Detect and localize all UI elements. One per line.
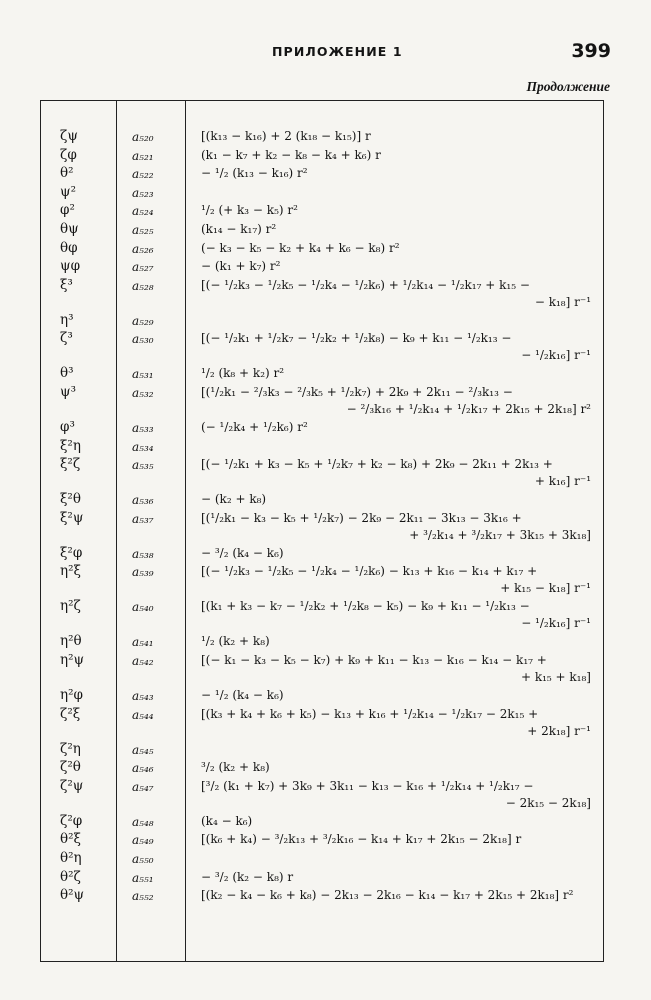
term-cell: ζ²φ — [60, 812, 83, 829]
term-cell: ζφ — [60, 146, 77, 163]
term-cell: θ²η — [60, 850, 82, 866]
term-cell: ζ³ — [60, 330, 73, 347]
expression-cell — [201, 831, 601, 848]
expression-continuation-line: + ³/₂k₁₄ + ³/₂k₁₇ + 3k₁₅ + 3k₁₈] — [409, 527, 591, 542]
coefficient-cell: a₅₄₅ — [132, 742, 154, 757]
coefficient-cell: a₅₃₉ — [132, 565, 154, 580]
term-cell: η²ζ — [60, 598, 81, 615]
expression-line — [201, 438, 601, 455]
expression-cell — [201, 510, 601, 544]
coefficient-cell: a₅₃₆ — [132, 493, 154, 508]
expression-line: − ¹/₂ (k₄ − k₆) — [201, 688, 284, 702]
expression-cell — [201, 759, 601, 776]
expression-continuation-line: + k₁₅ + k₁₈] — [520, 670, 591, 684]
expression-cell — [201, 491, 601, 508]
coefficient-cell: a₅₂₅ — [132, 223, 154, 237]
expression-line: [(− ¹/₂k₁ + ¹/₂k₇ − ¹/₂k₂ + ¹/₂k₈) − k₉ + k₁₁ − ¹/₂k₁₃ − — [201, 331, 512, 346]
term-cell: ζ²η — [60, 740, 81, 757]
column-divider — [116, 101, 117, 961]
coefficient-cell: a₅₃₄ — [132, 439, 154, 454]
coefficient-cell: a₅₃₅ — [132, 458, 154, 473]
expression-cell — [201, 419, 601, 436]
expression-line: (− k₃ − k₅ − k₂ + k₄ + k₆ − k₈) r² — [201, 240, 400, 255]
coefficient-cell: a₅₃₈ — [132, 546, 154, 561]
coefficient-cell: a₅₄₂ — [132, 654, 154, 668]
coefficient-cell: a₅₄₀ — [132, 600, 154, 615]
expression-continuation-line: + k₁₅ − k₁₈] r⁻¹ — [500, 581, 591, 596]
expression-cell — [201, 706, 601, 740]
term-cell: ζ²ψ — [60, 777, 84, 794]
coefficient-cell: a₅₂₄ — [132, 204, 154, 219]
coefficient-cell: a₅₅₂ — [132, 889, 154, 904]
column-divider — [185, 101, 186, 961]
expression-line: ¹/₂ (k₈ + k₂) r² — [201, 366, 285, 381]
expression-cell — [201, 633, 601, 650]
term-cell: θ²ψ — [60, 887, 85, 904]
term-cell: ξ²ψ — [60, 509, 84, 526]
term-cell: ζ²θ — [60, 759, 81, 776]
term-cell: ψ³ — [60, 384, 76, 400]
expression-cell — [201, 741, 601, 758]
page-header — [272, 40, 611, 66]
expression-cell — [201, 365, 601, 382]
term-cell: ζ²ξ — [60, 705, 81, 722]
term-cell: ξ²η — [60, 437, 81, 454]
expression-cell — [201, 687, 601, 704]
term-cell: θ³ — [60, 365, 74, 382]
expression-cell — [201, 887, 601, 904]
expression-cell — [201, 184, 601, 201]
coefficient-cell: a₅₄₁ — [132, 635, 154, 650]
expression-cell — [201, 202, 601, 219]
expression-continuation-line: − ¹/₂k₁₆] r⁻¹ — [521, 616, 591, 631]
term-cell: ξ²θ — [60, 491, 81, 508]
term-cell: η²ψ — [60, 652, 85, 668]
coefficient-cell: a₅₂₃ — [132, 185, 154, 200]
expression-cell — [201, 312, 601, 329]
expression-line: (k₁₄ − k₁₇) r² — [201, 222, 277, 236]
expression-cell — [201, 598, 601, 632]
expression-continuation-line: − k₁₈] r⁻¹ — [534, 294, 591, 309]
expression-cell — [201, 652, 601, 686]
expression-line — [201, 184, 601, 201]
expression-line: [(k₃ + k₄ + k₆ + k₅) − k₁₃ + k₁₆ + ¹/₂k₁₄ − ¹/₂k₁₇ − 2k₁₅ + — [201, 706, 539, 721]
coefficient-cell: a₅₄₆ — [132, 761, 154, 776]
term-cell: η³ — [60, 311, 74, 328]
coefficient-cell: a₅₄₇ — [132, 779, 154, 794]
expression-line: [(¹/₂k₁ − ²/₃k₃ − ²/₃k₅ + ¹/₂k₇) + 2k₉ + 2k₁₁ − ²/₃k₁₃ − — [201, 385, 513, 399]
expression-line: − (k₁ + k₇) r² — [201, 259, 281, 274]
expression-continuation-line: − 2k₁₅ − 2k₁₈] — [505, 795, 591, 810]
term-cell: θψ — [60, 221, 79, 237]
expression-line: [³/₂ (k₁ + k₇) + 3k₉ + 3k₁₁ − k₁₃ − k₁₆ + ¹/₂k₁₄ + ¹/₂k₁₇ − — [201, 778, 534, 793]
coefficient-cell: a₅₅₁ — [132, 870, 154, 885]
coefficient-cell: a₅₃₃ — [132, 421, 154, 435]
coefficient-cell: a₅₅₀ — [132, 852, 154, 866]
coefficient-cell: a₅₂₆ — [132, 241, 154, 256]
coefficient-cell: a₅₂₁ — [132, 148, 154, 163]
coefficient-cell: a₅₂₀ — [132, 130, 154, 144]
expression-line: ³/₂ (k₂ + k₈) — [201, 760, 270, 775]
term-cell: η²φ — [60, 687, 83, 703]
term-cell: η²ξ — [60, 563, 81, 580]
expression-line: ¹/₂ (+ k₃ − k₅) r² — [201, 203, 298, 218]
expression-line: − ¹/₂ (k₁₃ − k₁₆) r² — [201, 166, 308, 181]
expression-line: − (k₂ + k₈) — [201, 492, 267, 507]
expression-cell — [201, 128, 601, 145]
expression-line: − ³/₂ (k₄ − k₆) — [201, 545, 284, 560]
term-cell: θ² — [60, 165, 74, 182]
expression-line: [(k₁₃ − k₁₆) + 2 (k₁₈ − k₁₅)] r — [201, 129, 371, 143]
coefficient-cell: a₅₂₉ — [132, 313, 154, 328]
expression-cell — [201, 277, 601, 311]
coefficient-table — [40, 100, 604, 962]
coefficient-cell: a₅₃₀ — [132, 332, 154, 347]
expression-cell — [201, 221, 601, 238]
expression-cell — [201, 147, 601, 164]
expression-cell — [201, 456, 601, 490]
term-cell: φ² — [60, 202, 75, 219]
coefficient-cell: a₅₂₂ — [132, 167, 154, 182]
coefficient-cell: a₅₄₄ — [132, 707, 154, 722]
term-cell: ξ³ — [60, 276, 73, 293]
expression-line: ¹/₂ (k₂ + k₈) — [201, 634, 270, 649]
expression-continuation-line: − ¹/₂k₁₆] r⁻¹ — [521, 348, 591, 363]
expression-cell — [201, 850, 601, 867]
expression-cell — [201, 813, 601, 830]
expression-continuation-line: + k₁₆] r⁻¹ — [534, 474, 591, 489]
term-cell: θφ — [60, 239, 78, 256]
coefficient-cell: a₅₂₇ — [132, 260, 154, 275]
coefficient-cell: a₅₄₃ — [132, 689, 154, 703]
coefficient-cell: a₅₃₇ — [132, 511, 154, 526]
continued-label: Продолжение — [526, 79, 610, 94]
expression-line: [(¹/₂k₁ − k₃ − k₅ + ¹/₂k₇) − 2k₉ − 2k₁₁ − 3k₁₃ − 3k₁₆ + — [201, 510, 522, 525]
expression-line: [(− k₁ − k₃ − k₅ − k₇) + k₉ + k₁₁ − k₁₃ − k₁₆ − k₁₄ − k₁₇ + — [201, 653, 547, 667]
term-cell: ψ² — [60, 183, 76, 200]
term-cell: ξ²φ — [60, 544, 83, 561]
expression-line: [(− ¹/₂k₃ − ¹/₂k₅ − ¹/₂k₄ − ¹/₂k₆) − k₁₃ + k₁₆ − k₁₄ + k₁₇ + — [201, 564, 538, 579]
term-cell: θ²ζ — [60, 868, 81, 885]
expression-line: [(k₂ − k₄ − k₆ + k₈) − 2k₁₃ − 2k₁₆ − k₁₄ − k₁₇ + 2k₁₅ + 2k₁₈] r² — [201, 888, 574, 903]
expression-cell — [201, 869, 601, 886]
term-cell: φ³ — [60, 419, 75, 435]
expression-line — [201, 741, 601, 758]
expression-cell — [201, 258, 601, 275]
expression-line — [201, 312, 601, 329]
expression-line: (k₄ − k₆) — [201, 813, 253, 828]
expression-cell — [201, 330, 601, 364]
running-title: ПРИЛОЖЕНИЕ 1 — [272, 44, 403, 59]
expression-continuation-line: − ²/₃k₁₆ + ¹/₂k₁₄ + ¹/₂k₁₇ + 2k₁₅ + 2k₁₈] r² — [346, 402, 591, 416]
term-cell: ψφ — [60, 258, 81, 275]
term-cell: η²θ — [60, 633, 82, 650]
expression-cell — [201, 545, 601, 562]
expression-line: − ³/₂ (k₂ − k₈) r — [201, 869, 294, 884]
coefficient-cell: a₅₂₈ — [132, 278, 154, 293]
coefficient-cell: a₅₃₂ — [132, 386, 154, 400]
expression-cell — [201, 240, 601, 257]
expression-line: [(− ¹/₂k₃ − ¹/₂k₅ − ¹/₂k₄ − ¹/₂k₆) + ¹/₂k₁₄ − ¹/₂k₁₇ + k₁₅ − — [201, 277, 530, 292]
expression-cell — [201, 563, 601, 597]
expression-continuation-line: + 2k₁₈] r⁻¹ — [527, 723, 591, 738]
expression-cell — [201, 165, 601, 182]
expression-line: [(k₁ + k₃ − k₇ − ¹/₂k₂ + ¹/₂k₈ − k₅) − k₉ + k₁₁ − ¹/₂k₁₃ − — [201, 599, 530, 614]
expression-line — [201, 850, 601, 867]
page-number: 399 — [571, 40, 611, 62]
expression-cell — [201, 778, 601, 812]
term-cell: ζψ — [60, 128, 78, 144]
expression-line: (− ¹/₂k₄ + ¹/₂k₆) r² — [201, 420, 308, 434]
expression-line: [(k₆ + k₄) − ³/₂k₁₃ + ³/₂k₁₆ − k₁₄ + k₁₇ + 2k₁₅ − 2k₁₈] r — [201, 832, 522, 847]
coefficient-cell: a₅₄₈ — [132, 814, 154, 829]
coefficient-cell: a₅₃₁ — [132, 367, 154, 382]
expression-line: (k₁ − k₇ + k₂ − k₈ − k₄ + k₆) r — [201, 147, 381, 162]
term-cell: θ²ξ — [60, 831, 81, 848]
expression-line: [(− ¹/₂k₁ + k₃ − k₅ + ¹/₂k₇ + k₂ − k₈) + 2k₉ − 2k₁₁ + 2k₁₃ + — [201, 457, 553, 472]
coefficient-cell: a₅₄₉ — [132, 833, 154, 848]
expression-cell — [201, 438, 601, 455]
term-cell: ξ²ζ — [60, 456, 81, 473]
expression-cell — [201, 384, 601, 418]
